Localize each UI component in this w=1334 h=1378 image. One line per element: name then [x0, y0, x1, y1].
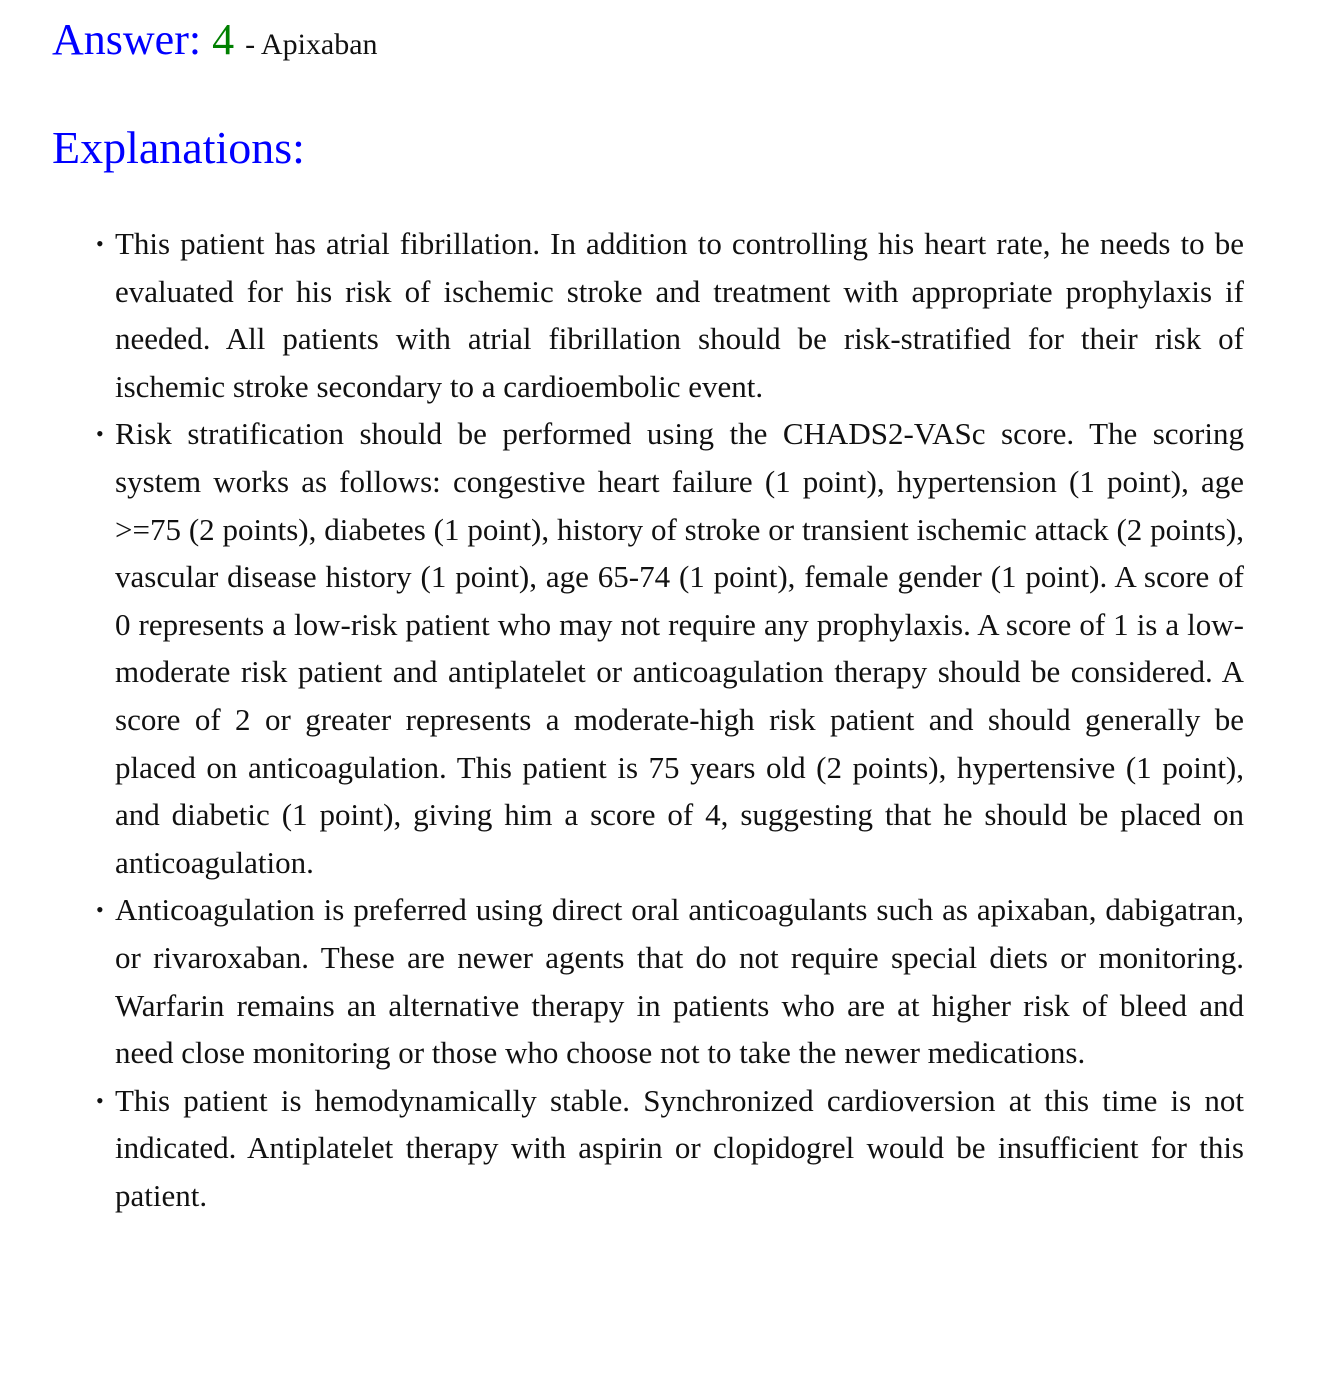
- answer-name: - Apixaban: [245, 28, 378, 61]
- bullet-icon: •: [96, 897, 104, 923]
- list-item: [96, 886, 1244, 1076]
- list-item-text: This patient is hemodynamically stable. Synchronized cardioversion at this time is not indicated. Antiplatelet therapy with aspirin or clopidogrel would be insufficient for this patient.: [115, 1082, 1244, 1213]
- explanations-heading: Explanations:: [52, 122, 305, 173]
- bullet-icon: •: [96, 421, 104, 447]
- list-item: [96, 220, 1244, 410]
- list-item-text: Anticoagulation is preferred using direct oral anticoagulants such as apixaban, dabigatran, or rivaroxaban. These are newer agents that do not require special diets or monitoring. Warfarin remains an alternative therapy in patients who are at higher risk of bleed and need close monitoring or those who choose not to take the newer medications.: [115, 892, 1244, 1071]
- answer-line: [52, 10, 378, 75]
- explanation-list: [96, 220, 1244, 1219]
- answer-number: 4: [212, 15, 235, 64]
- bullet-icon: •: [96, 1087, 104, 1113]
- list-item: [96, 1077, 1244, 1220]
- list-item: [96, 410, 1244, 886]
- bullet-icon: •: [96, 231, 104, 256]
- list-item-text: This patient has atrial fibrillation. In addition to controlling his heart rate, he needs to be evaluated for his risk of ischemic stroke and treatment with appropriate prophylaxis if needed. All patients with atrial fibrillation should be risk-stratified for their risk of ischemic stroke secondary to a cardioembolic event.: [115, 226, 1244, 404]
- list-item-text: Risk stratification should be performed using the CHADS2-VASc score. The scoring system works as follows: congestive heart failure (1 point), hypertension (1 point), age >=75 (2 points), diabetes (1 point), history of stroke or transient ischemic attack (2 points), vascular disease history (1 point), age 65-74 (1 point), female gender (1 point). A score of 0 represents a low-risk patient who may not require any prophylaxis. A score of 1 is a low-moderate risk patient and antiplatelet or anticoagulation therapy should be considered. A score of 2 or greater represents a moderate-high risk patient and should generally be placed on anticoagulation. This patient is 75 years old (2 points), hypertensive (1 point), and diabetic (1 point), giving him a score of 4, suggesting that he should be placed on anticoagulation.: [115, 416, 1244, 880]
- answer-label: Answer:: [52, 15, 202, 64]
